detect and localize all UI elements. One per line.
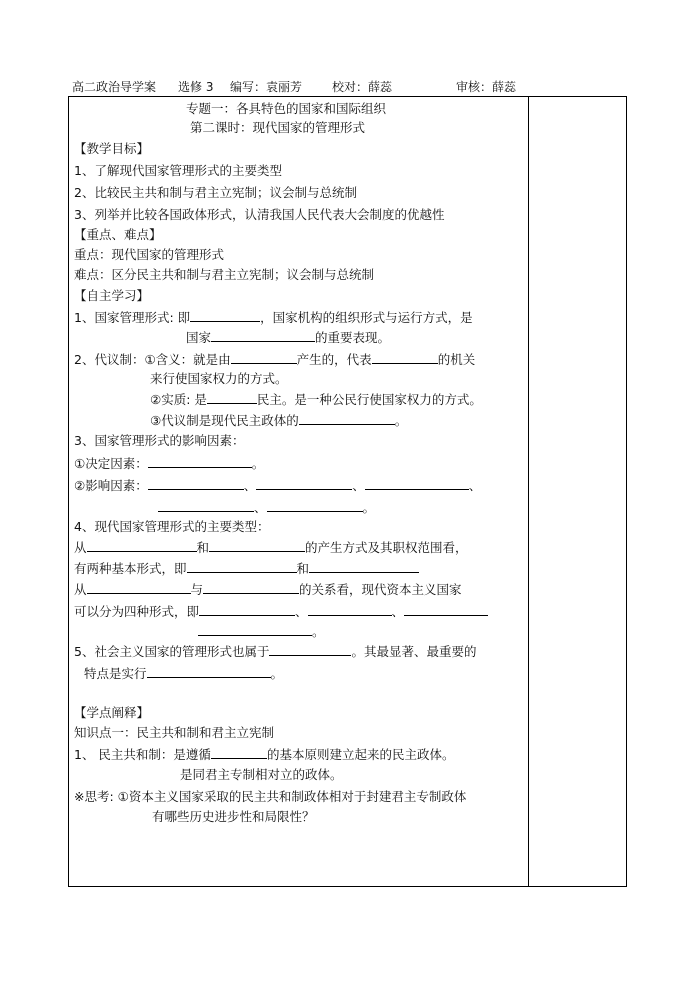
question-4-line-3: 从 与 的关系看，现代资本主义国家 [74,582,462,597]
question-3-influencing: ②影响因素： 、 、 、 [74,478,482,493]
explain-heading: 【学点阐释】 [74,705,150,720]
question-4-line-1: 从 和 的产生方式及其职权范围看， [74,540,468,555]
question-5-line-2: 特点是实行 。 [84,666,284,681]
question-4-line-5: 。 [198,622,325,641]
editor: 编写：袁丽芳 [230,80,303,94]
explain-line-2: 是同君主专制相对立的政体。 [180,767,343,782]
answer-blank[interactable] [211,328,315,342]
question-5-line-1: 5、社会主义国家的管理形式也属于 。其最显著、最重要的 [74,644,477,659]
question-3-decisive: ①决定因素： 。 [74,456,265,471]
question-4-line-4: 可以分为四种形式，即 、 、 [74,602,488,621]
answer-blank[interactable] [148,454,252,468]
goal-item: 2、比较民主共和制与君主立宪制；议会制与总统制 [74,185,357,200]
answer-blank[interactable] [148,476,244,490]
module-name: 选修 3 [178,80,214,94]
answer-blank[interactable] [308,602,392,616]
answer-blank[interactable] [147,664,271,678]
question-2-line-3: ②实质: 是 民主。是一种公民行使国家权力的方式。 [150,392,482,407]
answer-blank[interactable] [365,476,469,490]
answer-blank[interactable] [372,350,438,364]
goals-heading: 【教学目标】 [74,141,150,156]
answer-blank[interactable] [309,559,419,573]
think-question: ※思考: ①资本主义国家采取的民主共和制政体相对于封建君主专制政体 [74,789,467,804]
answer-blank[interactable] [190,308,260,322]
question-2-line-1: 2、代议制：①含义：就是由 产生的，代表 的机关 [74,352,476,367]
goal-item: 3、列举并比较各国政体形式，认清我国人民代表大会制度的优越性 [74,207,445,222]
key-point: 重点：现代国家的管理形式 [74,247,225,262]
answer-blank[interactable] [203,580,299,594]
lesson-title: 第二课时：现代国家的管理形式 [190,120,366,135]
answer-blank[interactable] [269,642,351,656]
question-2-line-2: 来行使国家权力的方式。 [150,371,288,386]
explain-line-1: 1、 民主共和制：是遵循 的基本原则建立起来的民主政体。 [74,747,455,762]
answer-blank[interactable] [87,538,197,552]
answer-blank[interactable] [299,411,395,425]
answer-blank[interactable] [198,622,312,636]
answer-blank[interactable] [207,390,257,404]
header-bar [72,78,632,96]
proofreader: 校对：薛蕊 [332,80,393,94]
answer-blank[interactable] [209,538,305,552]
keypoints-heading: 【重点、难点】 [74,227,162,242]
reviewer: 审核：薛蕊 [456,80,517,94]
question-4-line-2: 有两种基本形式，即 和 [74,559,419,578]
difficult-point: 难点：区分民主共和制与君主立宪制；议会制与总统制 [74,267,375,282]
question-3: 3、国家管理形式的影响因素： [74,433,245,448]
answer-blank[interactable] [256,476,352,490]
goal-item: 1、了解现代国家管理形式的主要类型 [74,163,282,178]
answer-blank[interactable] [267,498,363,512]
course-name: 高二政治导学案 [72,80,157,94]
notes-column-divider [528,96,529,887]
answer-blank[interactable] [211,745,267,759]
question-1-line-1: 1、国家管理形式: 即 ，国家机构的组织形式与运行方式，是 [74,310,473,325]
answer-blank[interactable] [158,498,254,512]
question-2-line-4: ③代议制是现代民主政体的 。 [150,413,408,428]
think-question-cont: 有哪些历史进步性和局限性？ [152,809,315,824]
answer-blank[interactable] [199,602,295,616]
question-4: 4、现代国家管理形式的主要类型： [74,519,270,534]
answer-blank[interactable] [187,559,297,573]
topic-title: 专题一：各具特色的国家和国际组织 [186,101,387,116]
question-1-line-2: 国家 的重要表现。 [186,330,391,345]
knowledge-point-1: 知识点一：民主共和制和君主立宪制 [74,725,275,740]
question-3-influencing-cont: 、 。 [158,498,375,517]
answer-blank[interactable] [404,602,488,616]
answer-blank[interactable] [87,580,191,594]
answer-blank[interactable] [231,350,297,364]
self-study-heading: 【自主学习】 [74,288,150,303]
